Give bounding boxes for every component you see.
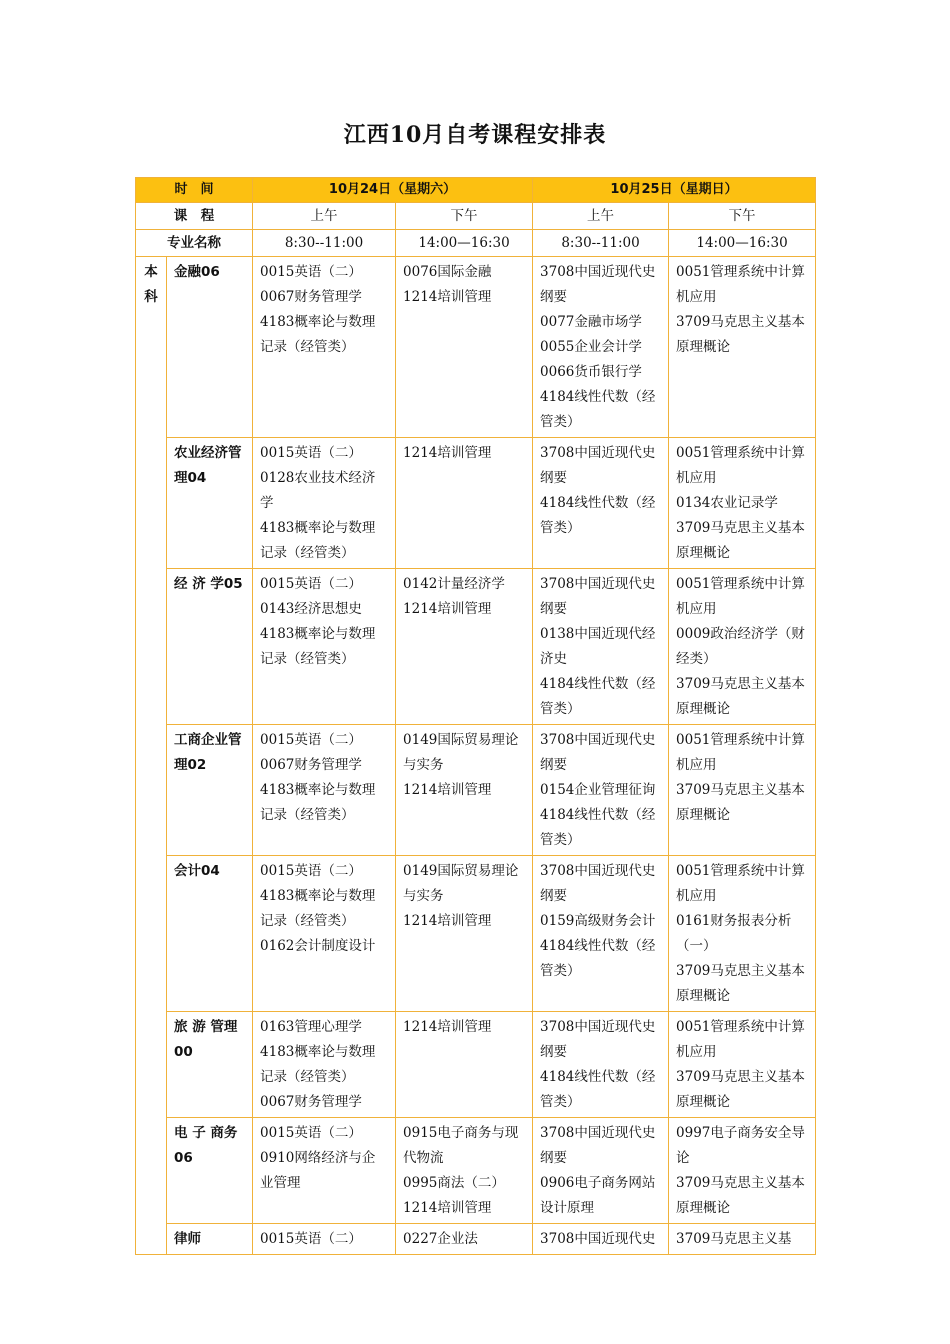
course-item: 0128农业技术经济学 xyxy=(260,470,376,511)
course-cell-d1pm xyxy=(396,438,533,569)
table-row xyxy=(136,1012,816,1118)
course-item: 0077金融市场学 xyxy=(540,314,642,330)
course-item: 0015英语（二） xyxy=(260,264,362,280)
table-row xyxy=(136,1224,816,1255)
course-item: 0015英语（二） xyxy=(260,1231,362,1247)
course-item: 0067财务管理学 xyxy=(260,289,362,305)
course-cell-d2pm xyxy=(669,438,816,569)
course-cell-d2pm xyxy=(669,725,816,856)
day1-am-time: 8:30--11:00 xyxy=(253,230,396,257)
course-item: 0143经济思想史 xyxy=(260,601,362,617)
course-item: 1214培训管理 xyxy=(403,445,492,461)
course-item: 0995商法（二） xyxy=(403,1175,505,1191)
course-item: 3708中国近现代史纲要 xyxy=(540,863,656,904)
course-cell-d2am xyxy=(533,1012,669,1118)
table-row xyxy=(136,856,816,1012)
course-item: 4183概率论与数理记录（经管类） xyxy=(260,626,376,667)
course-cell-d1pm xyxy=(396,569,533,725)
course-cell-d1pm xyxy=(396,856,533,1012)
course-item: 0134农业记录学 xyxy=(676,495,778,511)
day1-pm-time: 14:00—16:30 xyxy=(396,230,533,257)
course-item: 3709马克思主义基本原理概论 xyxy=(676,1175,805,1216)
header-row-timeslot xyxy=(136,230,816,257)
course-item: 3709马克思主义基 xyxy=(676,1231,792,1247)
course-item: 0051管理系统中计算机应用 xyxy=(676,445,805,486)
day1-am-label: 上午 xyxy=(253,203,396,230)
course-cell-d1am xyxy=(253,1224,396,1255)
course-item: 3709马克思主义基本原理概论 xyxy=(676,782,805,823)
header-row-session xyxy=(136,203,816,230)
major-name: 旅 游 管理00 xyxy=(167,1012,253,1118)
day1-label: 10月24日（星期六） xyxy=(253,178,533,203)
course-cell-d2pm xyxy=(669,257,816,438)
course-item: 1214培训管理 xyxy=(403,913,492,929)
course-item: 4183概率论与数理记录（经管类） xyxy=(260,782,376,823)
course-item: 0915电子商务与现代物流 xyxy=(403,1125,519,1166)
day1-pm-label: 下午 xyxy=(396,203,533,230)
course-item: 0163管理心理学 xyxy=(260,1019,362,1035)
course-cell-d2am xyxy=(533,856,669,1012)
course-item: 1214培训管理 xyxy=(403,601,492,617)
course-item: 4184线性代数（经管类） xyxy=(540,807,656,848)
course-cell-d1pm xyxy=(396,1224,533,1255)
course-item: 0009政治经济学（财经类） xyxy=(676,626,805,667)
course-item: 0142计量经济学 xyxy=(403,576,505,592)
table-row xyxy=(136,1118,816,1224)
course-item: 4183概率论与数理记录（经管类） xyxy=(260,314,376,355)
course-cell-d2pm xyxy=(669,1012,816,1118)
course-item: 1214培训管理 xyxy=(403,782,492,798)
course-item: 4184线性代数（经管类） xyxy=(540,495,656,536)
course-item: 3708中国近现代史纲要 xyxy=(540,1019,656,1060)
day2-am-label: 上午 xyxy=(533,203,669,230)
major-name: 工商企业管理02 xyxy=(167,725,253,856)
course-item: 0015英语（二） xyxy=(260,863,362,879)
course-item: 0015英语（二） xyxy=(260,1125,362,1141)
course-item: 0051管理系统中计算机应用 xyxy=(676,1019,805,1060)
table-row xyxy=(136,257,816,438)
course-cell-d2am xyxy=(533,1224,669,1255)
course-cell-d1pm xyxy=(396,1118,533,1224)
major-name: 金融06 xyxy=(167,257,253,438)
course-item: 3708中国近现代史 xyxy=(540,1231,656,1247)
course-item: 4184线性代数（经管类） xyxy=(540,1069,656,1110)
course-item: 3709马克思主义基本原理概论 xyxy=(676,1069,805,1110)
course-item: 0051管理系统中计算机应用 xyxy=(676,863,805,904)
course-item: 0149国际贸易理论与实务 xyxy=(403,863,519,904)
course-cell-d2am xyxy=(533,1118,669,1224)
course-item: 3709马克思主义基本原理概论 xyxy=(676,676,805,717)
course-item: 4184线性代数（经管类） xyxy=(540,938,656,979)
course-cell-d2pm xyxy=(669,856,816,1012)
course-item: 3708中国近现代史纲要 xyxy=(540,732,656,773)
course-item: 0138中国近现代经济史 xyxy=(540,626,656,667)
course-item: 3708中国近现代史纲要 xyxy=(540,576,656,617)
course-item: 0997电子商务安全导论 xyxy=(676,1125,805,1166)
course-item: 4183概率论与数理记录（经管类） xyxy=(260,1044,376,1085)
course-item: 0149国际贸易理论与实务 xyxy=(403,732,519,773)
course-item: 0066货币银行学 xyxy=(540,364,642,380)
course-item: 0055企业会计学 xyxy=(540,339,642,355)
major-name: 会计04 xyxy=(167,856,253,1012)
course-cell-d1am xyxy=(253,257,396,438)
course-item: 0227企业法 xyxy=(403,1231,478,1247)
course-item: 0015英语（二） xyxy=(260,576,362,592)
course-item: 0067财务管理学 xyxy=(260,757,362,773)
course-cell-d1am xyxy=(253,438,396,569)
course-item: 0051管理系统中计算机应用 xyxy=(676,264,805,305)
course-cell-d2pm xyxy=(669,1118,816,1224)
category-cell: 本科 xyxy=(136,257,167,1255)
major-name: 电 子 商务06 xyxy=(167,1118,253,1224)
course-item: 0154企业管理征询 xyxy=(540,782,656,798)
course-item: 4183概率论与数理记录（经管类） xyxy=(260,520,376,561)
course-item: 3709马克思主义基本原理概论 xyxy=(676,314,805,355)
table-row xyxy=(136,725,816,856)
course-item: 1214培训管理 xyxy=(403,289,492,305)
time-label: 时 间 xyxy=(136,178,253,203)
day2-am-time: 8:30--11:00 xyxy=(533,230,669,257)
course-item: 0159高级财务会计 xyxy=(540,913,656,929)
schedule-table xyxy=(135,177,816,1255)
course-cell-d2am xyxy=(533,438,669,569)
course-item: 0015英语（二） xyxy=(260,445,362,461)
course-cell-d2am xyxy=(533,569,669,725)
course-item: 4184线性代数（经管类） xyxy=(540,676,656,717)
course-item: 3709马克思主义基本原理概论 xyxy=(676,963,805,1004)
course-item: 3708中国近现代史纲要 xyxy=(540,445,656,486)
major-name: 律师 xyxy=(167,1224,253,1255)
course-cell-d1am xyxy=(253,725,396,856)
course-cell-d1pm xyxy=(396,257,533,438)
course-item: 3708中国近现代史纲要 xyxy=(540,264,656,305)
course-item: 0161财务报表分析（一） xyxy=(676,913,792,954)
course-item: 0162会计制度设计 xyxy=(260,938,376,954)
course-item: 3709马克思主义基本原理概论 xyxy=(676,520,805,561)
table-row xyxy=(136,438,816,569)
course-cell-d2am xyxy=(533,257,669,438)
course-item: 0910网络经济与企业管理 xyxy=(260,1150,376,1191)
course-item: 1214培训管理 xyxy=(403,1200,492,1216)
day2-pm-label: 下午 xyxy=(669,203,816,230)
major-name: 经 济 学05 xyxy=(167,569,253,725)
course-cell-d1pm xyxy=(396,725,533,856)
course-cell-d2pm xyxy=(669,1224,816,1255)
course-item: 0906电子商务网站设计原理 xyxy=(540,1175,656,1216)
course-item: 0015英语（二） xyxy=(260,732,362,748)
course-item: 4183概率论与数理记录（经管类） xyxy=(260,888,376,929)
course-cell-d1am xyxy=(253,569,396,725)
course-item: 0076国际金融 xyxy=(403,264,492,280)
table-row xyxy=(136,569,816,725)
course-cell-d1am xyxy=(253,1118,396,1224)
day2-label: 10月25日（星期日） xyxy=(533,178,816,203)
course-cell-d1am xyxy=(253,856,396,1012)
course-cell-d1am xyxy=(253,1012,396,1118)
page-title: 江西10月自考课程安排表 xyxy=(343,122,607,148)
course-item: 3708中国近现代史纲要 xyxy=(540,1125,656,1166)
major-label: 专业名称 xyxy=(136,230,253,257)
course-item: 4184线性代数（经管类） xyxy=(540,389,656,430)
course-item: 0051管理系统中计算机应用 xyxy=(676,732,805,773)
course-item: 0067财务管理学 xyxy=(260,1094,362,1110)
course-item: 1214培训管理 xyxy=(403,1019,492,1035)
course-cell-d2pm xyxy=(669,569,816,725)
course-cell-d2am xyxy=(533,725,669,856)
course-cell-d1pm xyxy=(396,1012,533,1118)
course-label: 课 程 xyxy=(136,203,253,230)
header-row-time xyxy=(136,178,816,203)
day2-pm-time: 14:00—16:30 xyxy=(669,230,816,257)
course-item: 0051管理系统中计算机应用 xyxy=(676,576,805,617)
major-name: 农业经济管理04 xyxy=(167,438,253,569)
